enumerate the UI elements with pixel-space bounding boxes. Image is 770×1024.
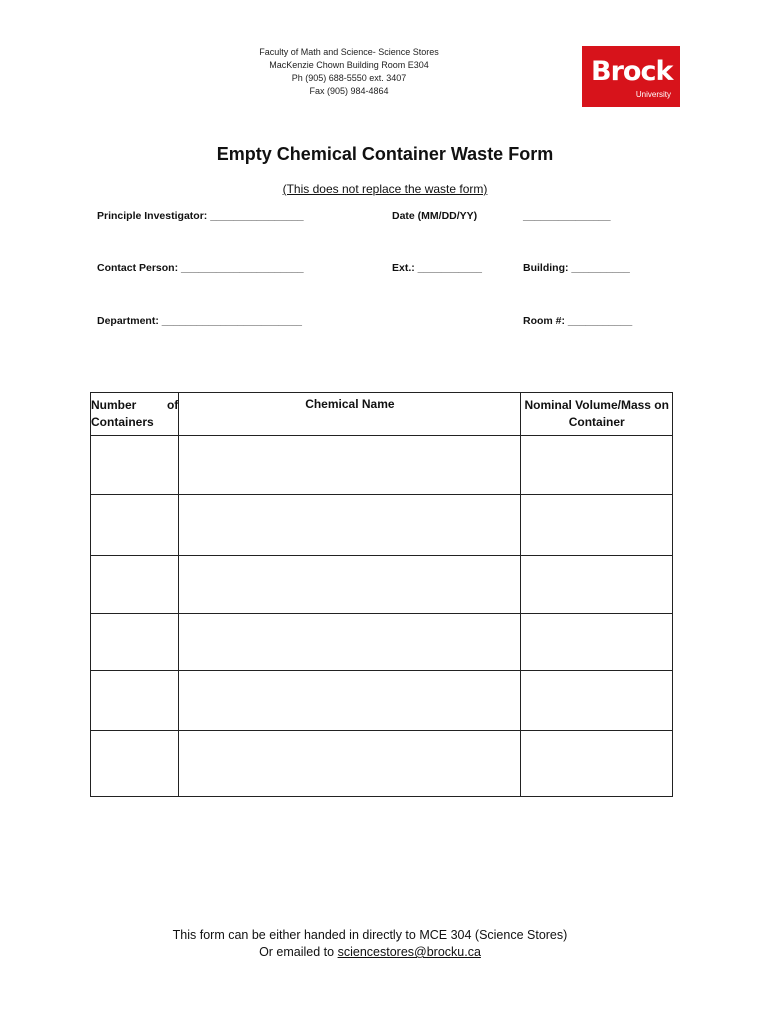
footer-line-handin: This form can be either handed in directly to MCE 304 (Science Stores): [172, 928, 568, 942]
cell-volume[interactable]: [521, 614, 673, 671]
cell-number[interactable]: [91, 436, 179, 495]
header-line-fax: Fax (905) 984-4864: [309, 86, 389, 96]
cell-volume[interactable]: [521, 436, 673, 495]
cell-chemical[interactable]: [179, 556, 521, 614]
cell-chemical[interactable]: [179, 495, 521, 556]
cell-volume[interactable]: [521, 731, 673, 797]
extension-field[interactable]: Ext.: ___________: [392, 262, 482, 274]
table-row: [91, 614, 673, 671]
header-line-room: MacKenzie Chown Building Room E304: [269, 60, 429, 70]
building-field[interactable]: Building: __________: [523, 262, 630, 274]
container-waste-table: [90, 392, 673, 797]
form-title: Empty Chemical Container Waste Form: [216, 144, 554, 164]
header-chemical-name: Chemical Name: [179, 393, 521, 436]
date-label: Date (MM/DD/YY): [392, 210, 478, 222]
table-row: [91, 436, 673, 495]
email-link[interactable]: sciencestores@brocku.ca: [337, 945, 481, 959]
principal-investigator-field[interactable]: Principle Investigator: ________________: [97, 210, 304, 222]
cell-number[interactable]: [91, 495, 179, 556]
cell-number[interactable]: [91, 614, 179, 671]
form-subtitle: (This does not replace the waste form): [282, 182, 488, 196]
header-number-of-containers: Number of Containers: [91, 393, 179, 436]
contact-info-block: [230, 46, 468, 98]
footer-email-prefix: Or emailed to: [259, 945, 338, 959]
cell-chemical[interactable]: [179, 671, 521, 731]
header-nominal-volume: Nominal Volume/Mass on Container: [521, 393, 673, 436]
cell-number[interactable]: [91, 556, 179, 614]
cell-volume[interactable]: [521, 556, 673, 614]
date-field[interactable]: _______________: [523, 210, 611, 222]
cell-chemical[interactable]: [179, 614, 521, 671]
contact-person-field[interactable]: Contact Person: _____________________: [97, 262, 304, 274]
table-row: [91, 731, 673, 797]
cell-volume[interactable]: [521, 495, 673, 556]
department-field[interactable]: Department: ________________________: [97, 315, 302, 327]
room-field[interactable]: Room #: ___________: [523, 315, 633, 327]
cell-chemical[interactable]: [179, 436, 521, 495]
table-row: [91, 556, 673, 614]
cell-chemical[interactable]: [179, 731, 521, 797]
cell-number[interactable]: [91, 731, 179, 797]
brock-university-logo: [582, 46, 680, 107]
cell-volume[interactable]: [521, 671, 673, 731]
logo-wordmark: Brock: [591, 56, 673, 87]
table-header-row: [91, 393, 673, 436]
header-line-phone: Ph (905) 688-5550 ext. 3407: [291, 73, 407, 83]
table-row: [91, 495, 673, 556]
table-row: [91, 671, 673, 731]
footer-instructions: [0, 927, 740, 961]
cell-number[interactable]: [91, 671, 179, 731]
footer-line-email: [0, 944, 740, 961]
logo-subtext: University: [635, 90, 671, 99]
header-line-dept: Faculty of Math and Science- Science Stores: [259, 47, 439, 57]
